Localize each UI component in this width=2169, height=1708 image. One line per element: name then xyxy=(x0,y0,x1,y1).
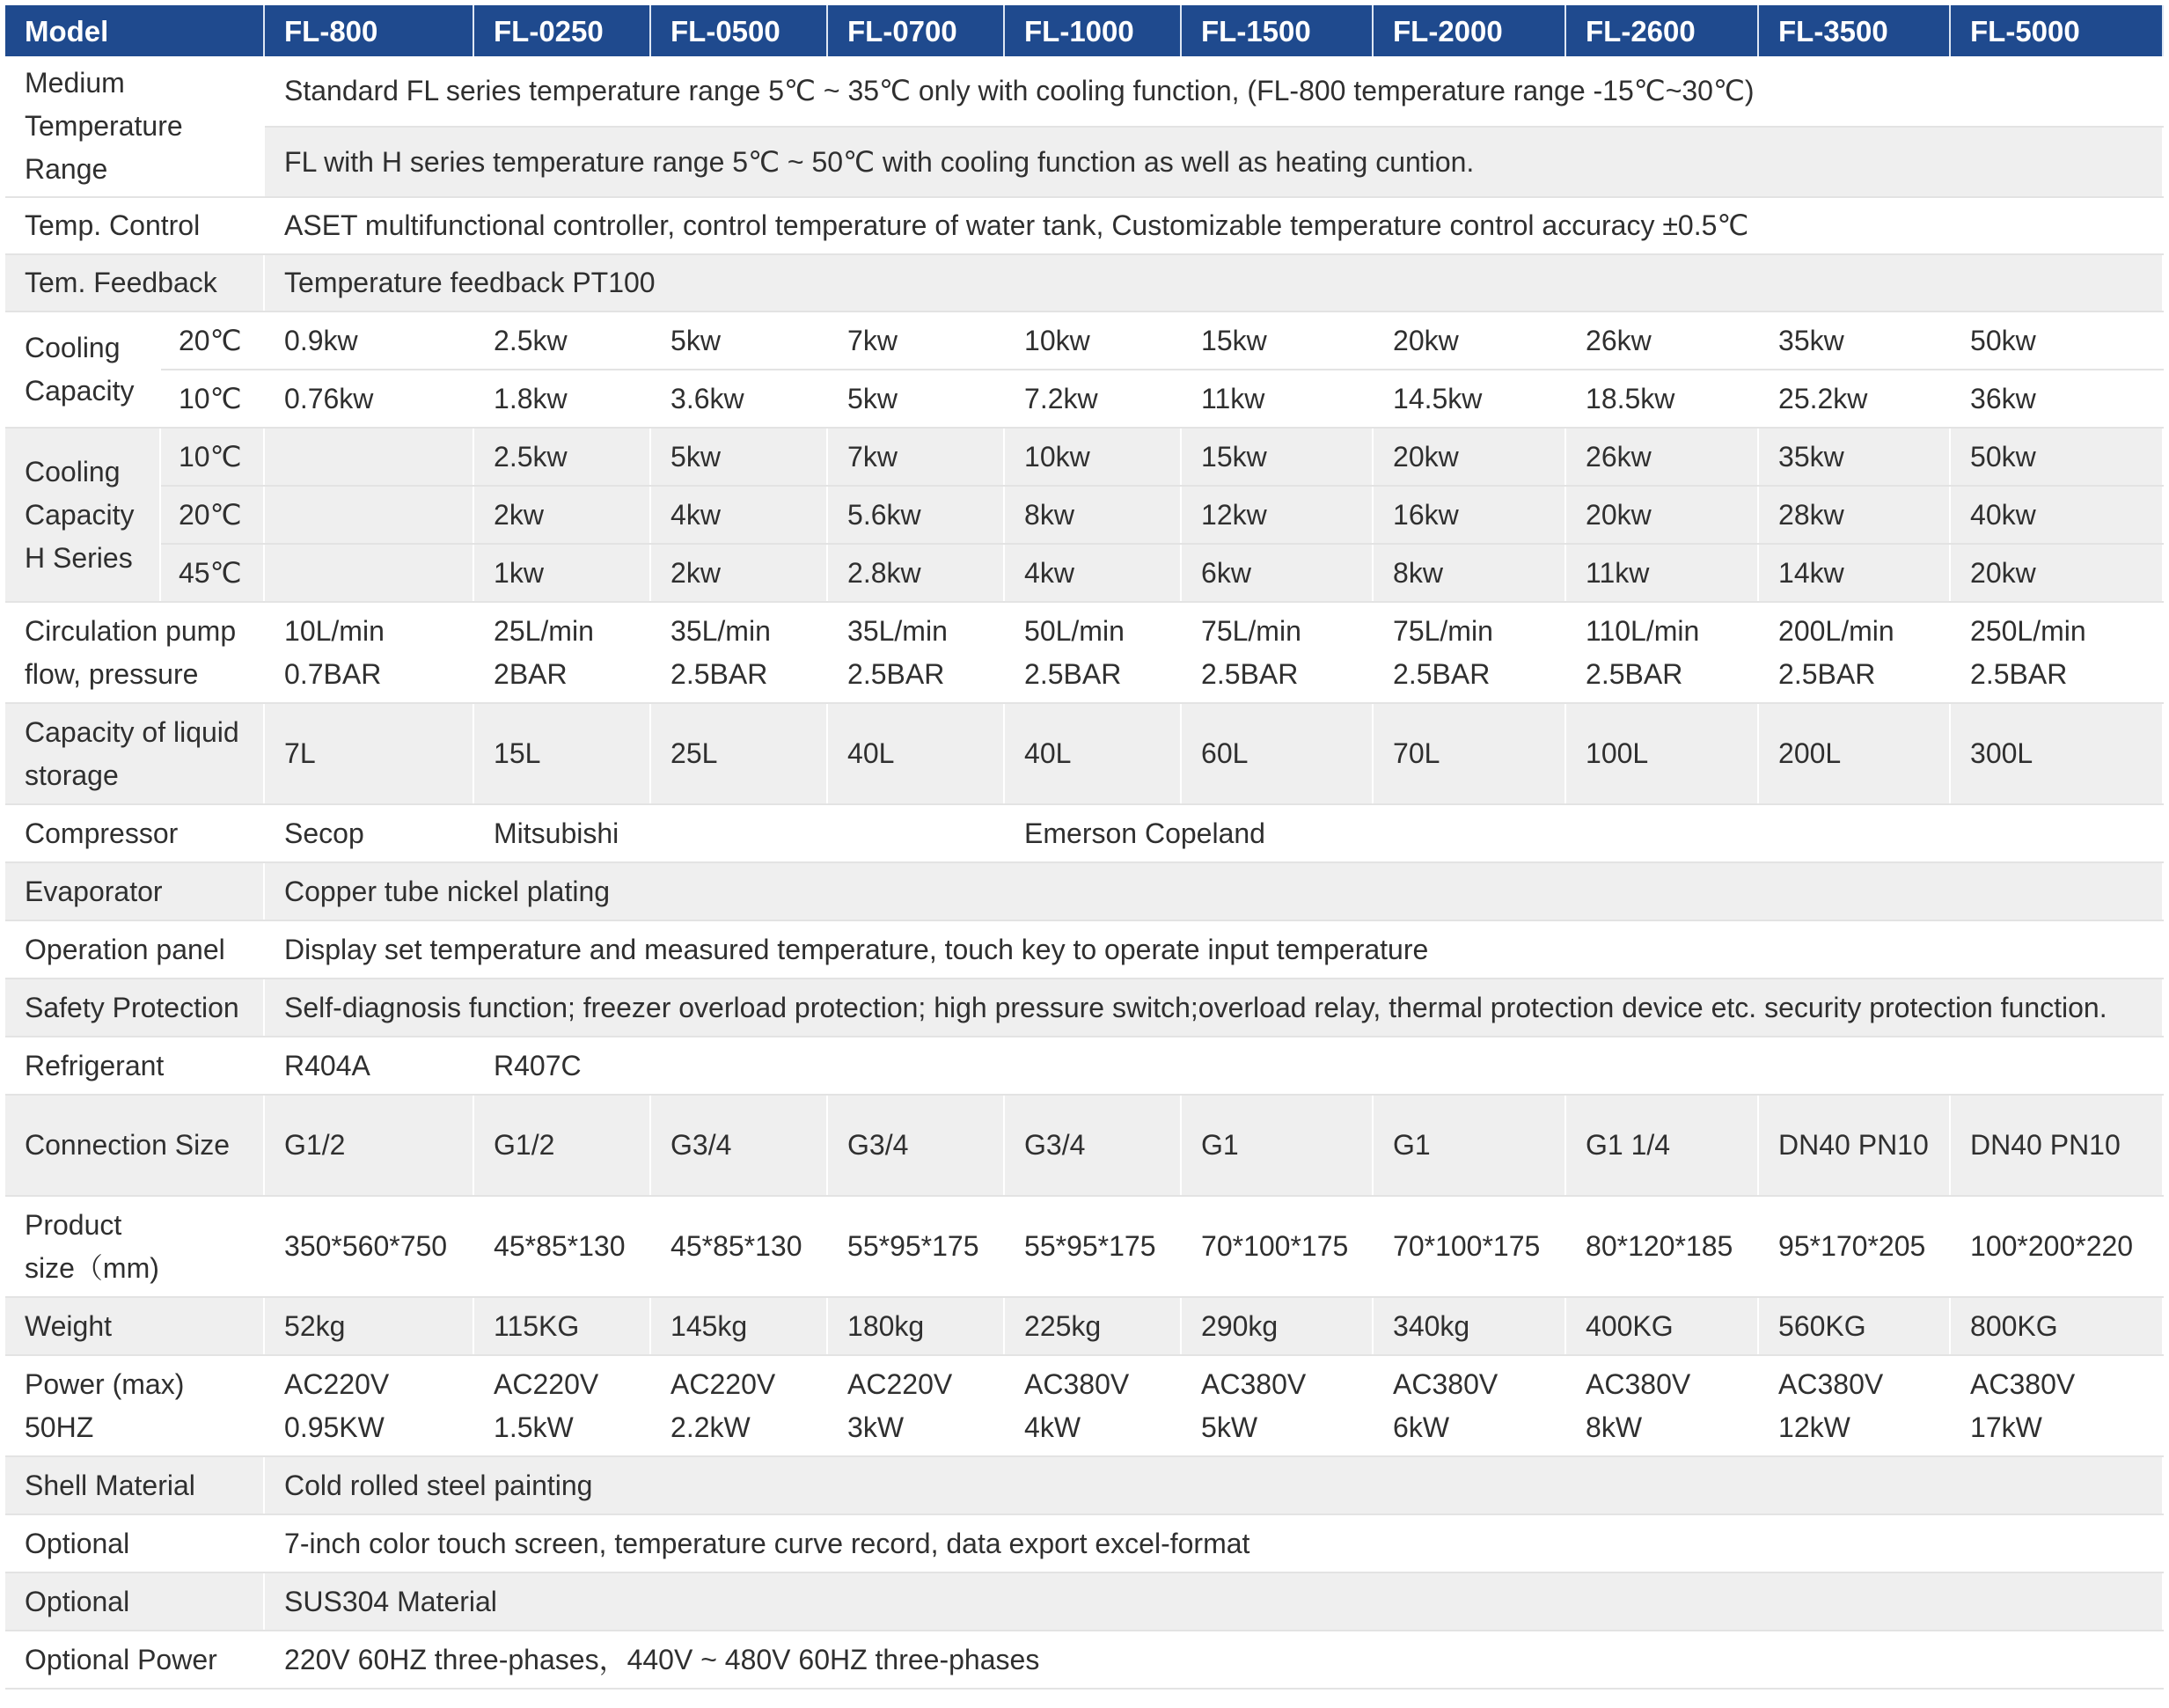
header-model-name: FL-0250 xyxy=(473,5,650,56)
table-cell: 50kw xyxy=(1950,312,2163,370)
compressor-label: Compressor xyxy=(5,804,264,862)
tem-feedback-value: Temperature feedback PT100 xyxy=(264,254,2163,312)
label-line: Range xyxy=(25,153,108,185)
table-cell xyxy=(1181,602,1373,703)
table-cell: 40L xyxy=(1004,703,1181,804)
table-cell: 7kw xyxy=(827,428,1004,486)
power-voltage: AC220V xyxy=(670,1367,776,1400)
table-cell: G1 xyxy=(1373,1095,1565,1196)
table-cell: 2.8kw xyxy=(827,544,1004,602)
table-cell: 40L xyxy=(827,703,1004,804)
compressor-row xyxy=(5,804,2163,862)
label-line: Capacity xyxy=(25,498,135,531)
spec-table xyxy=(5,5,2164,1690)
tem-feedback-row xyxy=(5,254,2163,312)
header-model-name: FL-0700 xyxy=(827,5,1004,56)
optional-row xyxy=(5,1572,2163,1631)
table-cell: G3/4 xyxy=(1004,1095,1181,1196)
table-cell: 7L xyxy=(264,703,473,804)
medium-temp-h-series: FL with H series temperature range 5℃ ~ 50℃ with cooling function as well as heating cuntion. xyxy=(264,127,2163,197)
table-cell: 5kw xyxy=(650,312,827,370)
table-cell: 28kw xyxy=(1758,486,1950,544)
table-cell xyxy=(1373,1355,1565,1456)
table-cell xyxy=(827,1355,1004,1456)
table-cell: G1/2 xyxy=(473,1095,650,1196)
table-cell: 11kw xyxy=(1565,544,1758,602)
label-line: Circulation pump xyxy=(25,614,237,647)
table-cell: 560KG xyxy=(1758,1297,1950,1355)
table-cell: 100*200*220 xyxy=(1950,1196,2163,1297)
table-cell: 400KG xyxy=(1565,1297,1758,1355)
table-cell: 60L xyxy=(1181,703,1373,804)
optional-label: Optional xyxy=(5,1514,264,1572)
connection-row xyxy=(5,1095,2163,1196)
power-kw: 2.2kW xyxy=(670,1411,751,1443)
shell-value: Cold rolled steel painting xyxy=(264,1456,2163,1514)
table-cell: 7kw xyxy=(827,312,1004,370)
table-cell: 290kg xyxy=(1181,1297,1373,1355)
table-cell: 20kw xyxy=(1565,486,1758,544)
table-cell: 15kw xyxy=(1181,312,1373,370)
liquid-storage-label xyxy=(5,703,264,804)
table-cell xyxy=(650,1355,827,1456)
table-cell: 70*100*175 xyxy=(1373,1196,1565,1297)
label-line: Product xyxy=(25,1208,122,1241)
table-cell: 14kw xyxy=(1758,544,1950,602)
safety-row xyxy=(5,979,2163,1037)
table-cell: 5kw xyxy=(827,370,1004,428)
table-cell xyxy=(1758,1355,1950,1456)
table-cell: 5kw xyxy=(650,428,827,486)
table-cell: 45*85*130 xyxy=(650,1196,827,1297)
table-cell: 70*100*175 xyxy=(1181,1196,1373,1297)
table-cell: G3/4 xyxy=(827,1095,1004,1196)
connection-label: Connection Size xyxy=(5,1095,264,1196)
tem-feedback-label: Tem. Feedback xyxy=(5,254,264,312)
temperature-sublabel: 20℃ xyxy=(160,312,264,370)
header-model-name: FL-2000 xyxy=(1373,5,1565,56)
operation-panel-value: Display set temperature and measured temperature, touch key to operate input temperature xyxy=(264,920,2163,979)
table-cell: 0.9kw xyxy=(264,312,473,370)
table-cell: 12kw xyxy=(1181,486,1373,544)
table-cell: 800KG xyxy=(1950,1297,2163,1355)
table-cell: 0.76kw xyxy=(264,370,473,428)
pump-pressure: 2.5BAR xyxy=(1201,657,1299,690)
optional-power-label: Optional Power xyxy=(5,1631,264,1689)
power-voltage: AC380V xyxy=(1393,1367,1499,1400)
table-cell: 26kw xyxy=(1565,312,1758,370)
refrigerant-label: Refrigerant xyxy=(5,1037,264,1095)
header-model-name: FL-0500 xyxy=(650,5,827,56)
header-model-name: FL-1000 xyxy=(1004,5,1181,56)
table-cell: 4kw xyxy=(650,486,827,544)
optional-value: SUS304 Material xyxy=(264,1572,2163,1631)
weight-label: Weight xyxy=(5,1297,264,1355)
label-line: Cooling xyxy=(25,455,121,487)
cooling-capacity-h-row xyxy=(5,428,2163,486)
pump-flow: 10L/min xyxy=(284,614,385,647)
table-cell xyxy=(650,602,827,703)
table-cell: 20kw xyxy=(1373,428,1565,486)
table-cell: 6kw xyxy=(1181,544,1373,602)
liquid-storage-row xyxy=(5,703,2163,804)
table-cell: DN40 PN10 xyxy=(1758,1095,1950,1196)
table-cell: 115KG xyxy=(473,1297,650,1355)
table-cell xyxy=(264,544,473,602)
power-row xyxy=(5,1355,2163,1456)
pump-pressure: 0.7BAR xyxy=(284,657,382,690)
pump-flow: 75L/min xyxy=(1201,614,1301,647)
pump-pressure: 2.5BAR xyxy=(1393,657,1491,690)
table-cell: 145kg xyxy=(650,1297,827,1355)
table-cell xyxy=(1004,602,1181,703)
table-cell: 25.2kw xyxy=(1758,370,1950,428)
table-cell: 1kw xyxy=(473,544,650,602)
header-model-name: FL-5000 xyxy=(1950,5,2163,56)
pump-pressure: 2BAR xyxy=(494,657,568,690)
table-cell: 14.5kw xyxy=(1373,370,1565,428)
temp-control-label: Temp. Control xyxy=(5,197,264,254)
power-kw: 8kW xyxy=(1586,1411,1643,1443)
refrigerant-value: R407C xyxy=(473,1037,2163,1095)
pump-flow: 50L/min xyxy=(1024,614,1125,647)
optional-power-row xyxy=(5,1631,2163,1689)
medium-temp-label xyxy=(5,56,264,197)
table-cell: 2.5kw xyxy=(473,312,650,370)
table-cell: 8kw xyxy=(1004,486,1181,544)
table-cell: 95*170*205 xyxy=(1758,1196,1950,1297)
power-voltage: AC380V xyxy=(1970,1367,2076,1400)
temperature-sublabel: 10℃ xyxy=(160,370,264,428)
pump-pressure: 2.5BAR xyxy=(670,657,768,690)
table-cell xyxy=(473,602,650,703)
label-line: size（mm) xyxy=(25,1251,159,1284)
pump-flow: 35L/min xyxy=(847,614,948,647)
safety-value: Self-diagnosis function; freezer overload protection; high pressure switch;overload relay, thermal protection device etc. security protection function. xyxy=(264,979,2163,1037)
table-cell: 45*85*130 xyxy=(473,1196,650,1297)
power-voltage: AC380V xyxy=(1201,1367,1307,1400)
power-kw: 6kW xyxy=(1393,1411,1450,1443)
table-cell: G1 1/4 xyxy=(1565,1095,1758,1196)
table-cell: 10kw xyxy=(1004,428,1181,486)
power-voltage: AC220V xyxy=(847,1367,953,1400)
evaporator-row xyxy=(5,862,2163,920)
label-line: flow, pressure xyxy=(25,657,199,690)
refrigerant-value: R404A xyxy=(264,1037,473,1095)
table-cell: 7.2kw xyxy=(1004,370,1181,428)
power-kw: 0.95KW xyxy=(284,1411,385,1443)
evaporator-value: Copper tube nickel plating xyxy=(264,862,2163,920)
table-cell: 40kw xyxy=(1950,486,2163,544)
pump-pressure: 2.5BAR xyxy=(1778,657,1876,690)
table-cell: 2kw xyxy=(473,486,650,544)
table-cell: 15kw xyxy=(1181,428,1373,486)
table-cell: 20kw xyxy=(1373,312,1565,370)
pump-flow: 200L/min xyxy=(1778,614,1894,647)
pump-flow: 25L/min xyxy=(494,614,594,647)
table-cell: G1/2 xyxy=(264,1095,473,1196)
table-cell xyxy=(827,602,1004,703)
table-cell xyxy=(1565,602,1758,703)
evaporator-label: Evaporator xyxy=(5,862,264,920)
power-voltage: AC380V xyxy=(1778,1367,1884,1400)
table-cell xyxy=(264,602,473,703)
medium-temp-row-2 xyxy=(5,127,2163,197)
table-cell: 35kw xyxy=(1758,312,1950,370)
label-line: Capacity of liquid xyxy=(25,715,239,748)
compressor-value: Mitsubishi xyxy=(473,804,1004,862)
power-voltage: AC380V xyxy=(1024,1367,1130,1400)
product-size-label xyxy=(5,1196,264,1297)
temperature-sublabel: 20℃ xyxy=(160,486,264,544)
table-cell: 8kw xyxy=(1373,544,1565,602)
table-cell: 200L xyxy=(1758,703,1950,804)
table-cell: 52kg xyxy=(264,1297,473,1355)
table-cell xyxy=(1758,602,1950,703)
power-kw: 5kW xyxy=(1201,1411,1258,1443)
pump-flow: 75L/min xyxy=(1393,614,1493,647)
table-cell xyxy=(1565,1355,1758,1456)
table-cell: 2.5kw xyxy=(473,428,650,486)
table-cell: 3.6kw xyxy=(650,370,827,428)
header-model-name: FL-2600 xyxy=(1565,5,1758,56)
table-cell: 50kw xyxy=(1950,428,2163,486)
pump-pressure: 2.5BAR xyxy=(1024,657,1122,690)
shell-row xyxy=(5,1456,2163,1514)
pump-row xyxy=(5,602,2163,703)
label-line: Capacity xyxy=(25,375,135,407)
header-model: Model xyxy=(5,5,264,56)
table-cell: 4kw xyxy=(1004,544,1181,602)
label-line: Power (max) xyxy=(25,1367,185,1400)
pump-flow: 250L/min xyxy=(1970,614,2086,647)
table-cell: 180kg xyxy=(827,1297,1004,1355)
optional-label: Optional xyxy=(5,1572,264,1631)
table-cell: 15L xyxy=(473,703,650,804)
operation-panel-label: Operation panel xyxy=(5,920,264,979)
power-kw: 17kW xyxy=(1970,1411,2042,1443)
shell-label: Shell Material xyxy=(5,1456,264,1514)
medium-temp-standard: Standard FL series temperature range 5℃ ~ 35℃ only with cooling function, (FL-800 temperature range -15℃~30℃) xyxy=(264,56,2163,127)
power-voltage: AC220V xyxy=(494,1367,599,1400)
power-kw: 3kW xyxy=(847,1411,905,1443)
compressor-value: Secop xyxy=(264,804,473,862)
temperature-sublabel: 10℃ xyxy=(160,428,264,486)
temperature-sublabel: 45℃ xyxy=(160,544,264,602)
table-cell xyxy=(264,428,473,486)
header-model-name: FL-3500 xyxy=(1758,5,1950,56)
table-cell xyxy=(264,1355,473,1456)
table-cell: 35kw xyxy=(1758,428,1950,486)
label-line: Cooling xyxy=(25,332,121,363)
table-cell: 10kw xyxy=(1004,312,1181,370)
table-cell: G3/4 xyxy=(650,1095,827,1196)
table-cell: 5.6kw xyxy=(827,486,1004,544)
table-cell: 55*95*175 xyxy=(1004,1196,1181,1297)
refrigerant-row xyxy=(5,1037,2163,1095)
table-cell: G1 xyxy=(1181,1095,1373,1196)
table-cell: 340kg xyxy=(1373,1297,1565,1355)
pump-pressure: 2.5BAR xyxy=(847,657,945,690)
table-cell xyxy=(264,486,473,544)
table-cell xyxy=(473,1355,650,1456)
table-cell xyxy=(1373,602,1565,703)
table-cell xyxy=(1950,1355,2163,1456)
label-line: Temperature xyxy=(25,110,183,142)
table-cell: 11kw xyxy=(1181,370,1373,428)
table-cell: 26kw xyxy=(1565,428,1758,486)
medium-temp-row-1 xyxy=(5,56,2163,127)
power-voltage: AC380V xyxy=(1586,1367,1691,1400)
power-label xyxy=(5,1355,264,1456)
table-cell: DN40 PN10 xyxy=(1950,1095,2163,1196)
cooling-capacity-row xyxy=(5,370,2163,428)
table-cell: 225kg xyxy=(1004,1297,1181,1355)
cooling-capacity-h-row xyxy=(5,544,2163,602)
header-model-name: FL-800 xyxy=(264,5,473,56)
table-cell xyxy=(1950,602,2163,703)
table-cell: 80*120*185 xyxy=(1565,1196,1758,1297)
product-size-row xyxy=(5,1196,2163,1297)
power-kw: 4kW xyxy=(1024,1411,1081,1443)
safety-label: Safety Protection xyxy=(5,979,264,1037)
power-kw: 12kW xyxy=(1778,1411,1850,1443)
table-cell: 1.8kw xyxy=(473,370,650,428)
table-cell: 70L xyxy=(1373,703,1565,804)
header-model-name: FL-1500 xyxy=(1181,5,1373,56)
table-cell: 2kw xyxy=(650,544,827,602)
cooling-capacity-label xyxy=(5,312,160,428)
table-cell xyxy=(1004,1355,1181,1456)
optional-power-value: 220V 60HZ three-phases，440V ~ 480V 60HZ three-phases xyxy=(264,1631,2163,1689)
pump-label xyxy=(5,602,264,703)
cooling-capacity-h-label xyxy=(5,428,160,602)
label-line: 50HZ xyxy=(25,1411,94,1443)
operation-panel-row xyxy=(5,920,2163,979)
weight-row xyxy=(5,1297,2163,1355)
cooling-capacity-row xyxy=(5,312,2163,370)
table-cell: 25L xyxy=(650,703,827,804)
label-line: storage xyxy=(25,759,119,791)
pump-flow: 110L/min xyxy=(1586,614,1700,647)
temp-control-value: ASET multifunctional controller, control temperature of water tank, Customizable temperature control accuracy ±0.5℃ xyxy=(264,197,2163,254)
header-row xyxy=(5,5,2163,56)
table-cell: 20kw xyxy=(1950,544,2163,602)
compressor-value: Emerson Copeland xyxy=(1004,804,2163,862)
table-cell: 36kw xyxy=(1950,370,2163,428)
optional-value: 7-inch color touch screen, temperature curve record, data export excel-format xyxy=(264,1514,2163,1572)
temp-control-row xyxy=(5,197,2163,254)
cooling-capacity-h-row xyxy=(5,486,2163,544)
pump-flow: 35L/min xyxy=(670,614,771,647)
table-cell: 16kw xyxy=(1373,486,1565,544)
label-line: Medium xyxy=(25,67,125,99)
table-cell: 300L xyxy=(1950,703,2163,804)
table-cell: 100L xyxy=(1565,703,1758,804)
pump-pressure: 2.5BAR xyxy=(1970,657,2068,690)
pump-pressure: 2.5BAR xyxy=(1586,657,1683,690)
power-kw: 1.5kW xyxy=(494,1411,574,1443)
table-cell xyxy=(1181,1355,1373,1456)
label-line: H Series xyxy=(25,541,133,574)
optional-row xyxy=(5,1514,2163,1572)
table-cell: 350*560*750 xyxy=(264,1196,473,1297)
table-cell: 18.5kw xyxy=(1565,370,1758,428)
table-cell: 55*95*175 xyxy=(827,1196,1004,1297)
power-voltage: AC220V xyxy=(284,1367,390,1400)
